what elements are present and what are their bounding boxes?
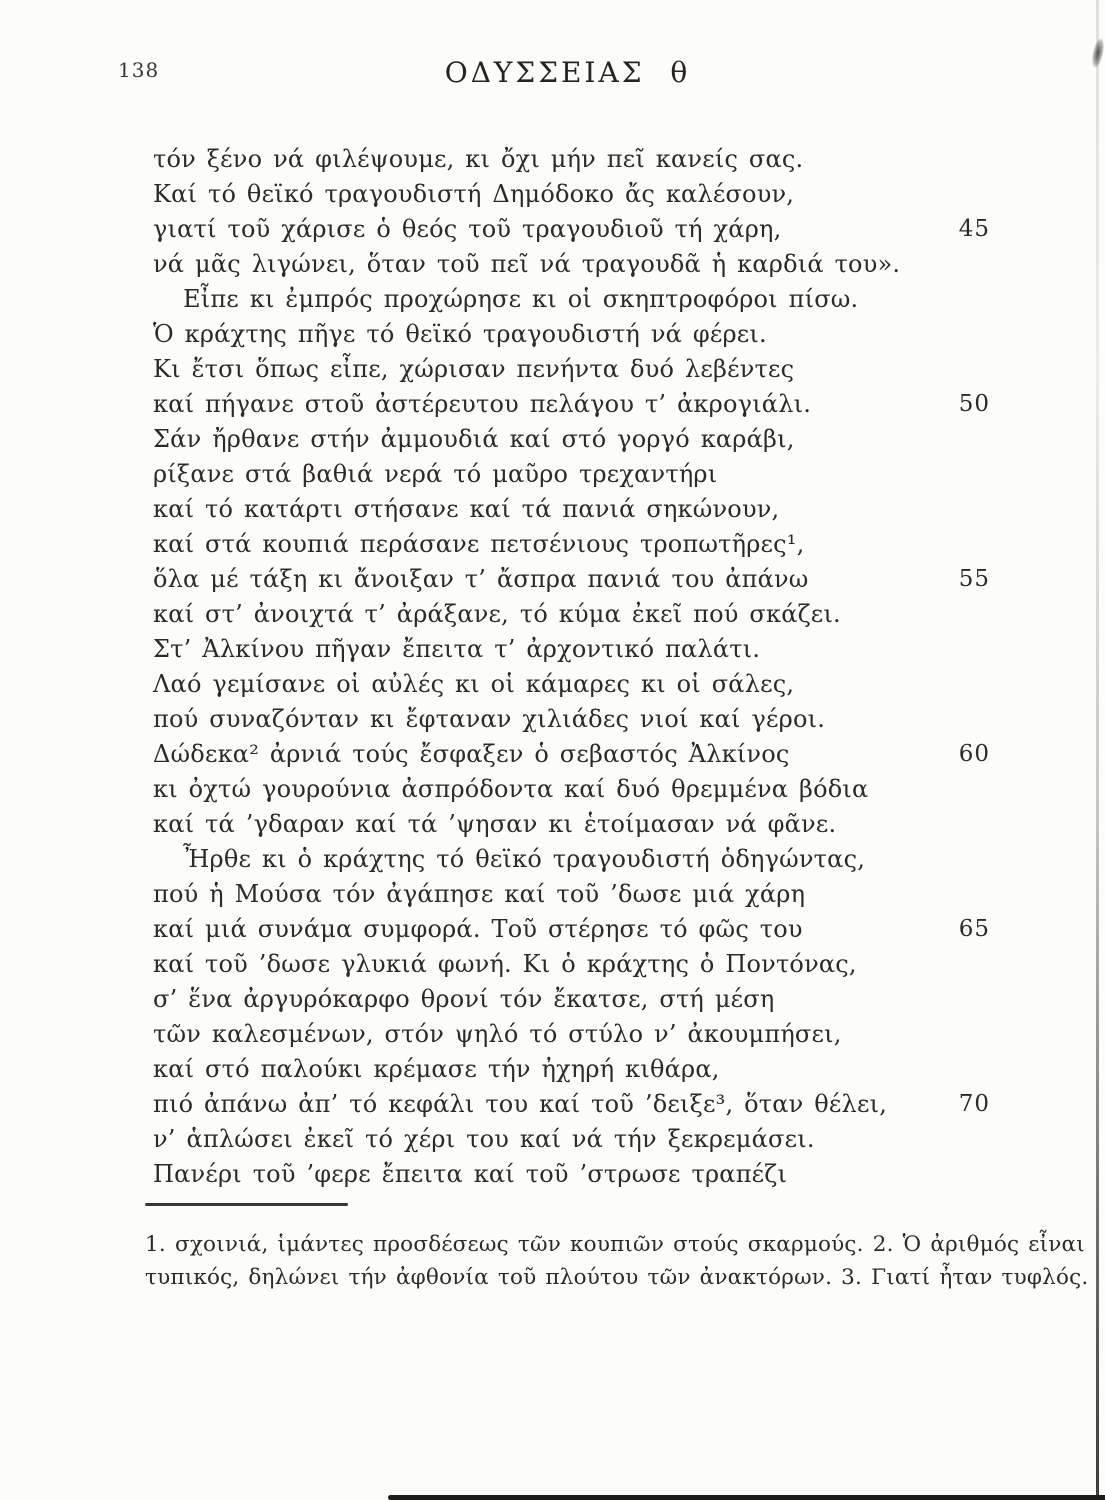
poem-line <box>153 387 1000 422</box>
poem-line <box>153 807 1000 842</box>
poem-line <box>153 842 1000 877</box>
poem-line <box>153 1157 1000 1192</box>
scan-ink-smudge <box>1090 37 1105 68</box>
footnote-line: τυπικός, δηλώνει τήν ἀφθονία τοῦ πλούτου τῶν ἀνακτόρων. 3. Γιατί ἦταν τυφλός. <box>145 1265 1089 1290</box>
poem-line <box>153 177 1000 212</box>
poem-line <box>153 877 1000 912</box>
poem-line <box>153 142 1000 177</box>
poem-line-text: πιό ἀπάνω ἀπ’ τό κεφάλι του καί τοῦ ’δειξε³, ὅταν θέλει, <box>153 1090 888 1118</box>
poem-line-text: Στ’ Ἀλκίνου πῆγαν ἔπειτα τ’ ἀρχοντικό παλάτι. <box>153 635 761 663</box>
footnote-line: 1. σχοινιά, ἱμάντες προσδέσεως τῶν κουπιῶν στούς σκαρμούς. 2. Ὁ ἀριθμός εἶναι <box>145 1232 1085 1257</box>
poem-line-text: καί πήγανε στοῦ ἀστέρευτου πελάγου τ’ ἀκρογιάλι. <box>153 390 812 418</box>
poem-line <box>153 702 1000 737</box>
poem-line-text: Καί τό θεϊκό τραγουδιστή Δημόδοκο ἄς καλέσουν, <box>153 180 795 208</box>
poem-line <box>153 352 1000 387</box>
poem-line-text: ν’ ἁπλώσει ἐκεῖ τό χέρι του καί νά τήν ξεκρεμάσει. <box>153 1125 815 1153</box>
poem-line <box>153 422 1000 457</box>
poem-line-text: καί τό κατάρτι στήσανε καί τά πανιά σηκώνουν, <box>153 495 780 523</box>
poem-line-text: καί τά ’γδαραν καί τά ’ψησαν κι ἑτοίμασαν νά φᾶνε. <box>153 810 837 838</box>
poem-line-text: σ’ ἕνα ἀργυρόκαρφο θρονί τόν ἔκατσε, στή μέση <box>153 985 775 1013</box>
poem-line-text: καί στ’ ἀνοιχτά τ’ ἀράξανε, τό κύμα ἐκεῖ πού σκάζει. <box>153 600 841 628</box>
poem-line <box>153 982 1000 1017</box>
poem-line <box>153 247 1000 282</box>
poem-line-text: καί μιά συνάμα συμφορά. Τοῦ στέρησε τό φῶς του <box>153 915 803 943</box>
poem-line <box>153 492 1000 527</box>
poem-line-text: ὅλα μέ τάξη κι ἄνοιξαν τ’ ἄσπρα πανιά του ἀπάνω <box>153 565 809 593</box>
poem-line <box>153 1087 1000 1122</box>
poem-line <box>153 947 1000 982</box>
poem-line-text: Λαό γεμίσανε οἱ αὐλές κι οἱ κάμαρες κι οἱ σάλες, <box>153 670 795 698</box>
poem-line-text: τόν ξένο νά φιλέψουμε, κι ὄχι μήν πεῖ κανείς σας. <box>153 145 804 173</box>
line-number: 55 <box>958 566 990 592</box>
poem-line <box>153 457 1000 492</box>
line-number: 50 <box>958 391 990 417</box>
poem-line <box>153 1017 1000 1052</box>
poem-line-text: Ἦρθε κι ὁ κράχτης τό θεϊκό τραγουδιστή ὁδηγώντας, <box>183 845 866 873</box>
poem-line-text: Δώδεκα² ἀρνιά τούς ἔσφαξεν ὁ σεβαστός Ἀλκίνος <box>153 740 790 768</box>
line-number: 70 <box>958 1091 990 1117</box>
page-title: ΟΔΥΣΣΕΙΑΣ θ <box>444 56 691 89</box>
poem-line <box>153 737 1000 772</box>
poem <box>153 142 1000 1192</box>
footnotes <box>145 1228 1089 1294</box>
poem-line-text: τῶν καλεσμένων, στόν ψηλό τό στύλο ν’ ἀκουμπήσει, <box>153 1020 842 1048</box>
poem-line-text: γιατί τοῦ χάρισε ὁ θεός τοῦ τραγουδιοῦ τή χάρη, <box>153 215 782 243</box>
poem-line-text: καί τοῦ ’δωσε γλυκιά φωνή. Κι ὁ κράχτης ὁ Ποντόνας, <box>153 950 857 978</box>
page-number: 138 <box>118 58 160 82</box>
poem-line-text: Ὁ κράχτης πῆγε τό θεϊκό τραγουδιστή νά φέρει. <box>153 320 767 348</box>
poem-line-text: Πανέρι τοῦ ’φερε ἔπειτα καί τοῦ ’στρωσε τραπέζι <box>153 1160 788 1188</box>
poem-line-text: νά μᾶς λιγώνει, ὅταν τοῦ πεῖ νά τραγουδᾶ ἡ καρδιά του». <box>153 250 901 278</box>
poem-line <box>153 912 1000 947</box>
poem-line-text: καί στό παλούκι κρέμασε τήν ἠχηρή κιθάρα, <box>153 1055 720 1083</box>
poem-line <box>153 562 1000 597</box>
poem-line <box>153 772 1000 807</box>
line-number: 60 <box>958 741 990 767</box>
poem-line <box>153 527 1000 562</box>
scan-bottom-shadow <box>388 1495 1105 1500</box>
poem-line-text: πού ἡ Μούσα τόν ἀγάπησε καί τοῦ ’δωσε μιά χάρη <box>153 880 806 908</box>
poem-line <box>153 317 1000 352</box>
poem-line-text: Κι ἔτσι ὅπως εἶπε, χώρισαν πενήντα δυό λεβέντες <box>153 355 795 383</box>
footnote-separator-rule <box>145 1203 348 1206</box>
line-number: 65 <box>958 916 990 942</box>
poem-line <box>153 1052 1000 1087</box>
poem-line <box>153 282 1000 317</box>
poem-line <box>153 597 1000 632</box>
poem-line <box>153 1122 1000 1157</box>
poem-line-text: κι ὀχτώ γουρούνια ἀσπρόδοντα καί δυό θρεμμένα βόδια <box>153 775 869 803</box>
poem-line-text: πού συναζόνταν κι ἔφταναν χιλιάδες νιοί καί γέροι. <box>153 705 826 733</box>
poem-line <box>153 212 1000 247</box>
poem-line <box>153 632 1000 667</box>
poem-line <box>153 667 1000 702</box>
poem-line-text: Σάν ἤρθανε στήν ἀμμουδιά καί στό γοργό καράβι, <box>153 425 795 453</box>
line-number: 45 <box>958 216 990 242</box>
poem-line-text: καί στά κουπιά περάσανε πετσένιους τροπωτῆρες¹, <box>153 530 805 558</box>
poem-line-text: ρίξανε στά βαθιά νερά τό μαῦρο τρεχαντήρι <box>153 460 718 488</box>
scan-page-edge-line <box>1096 0 1099 1500</box>
poem-line-text: Εἶπε κι ἐμπρός προχώρησε κι οἱ σκηπτροφόροι πίσω. <box>183 285 859 313</box>
